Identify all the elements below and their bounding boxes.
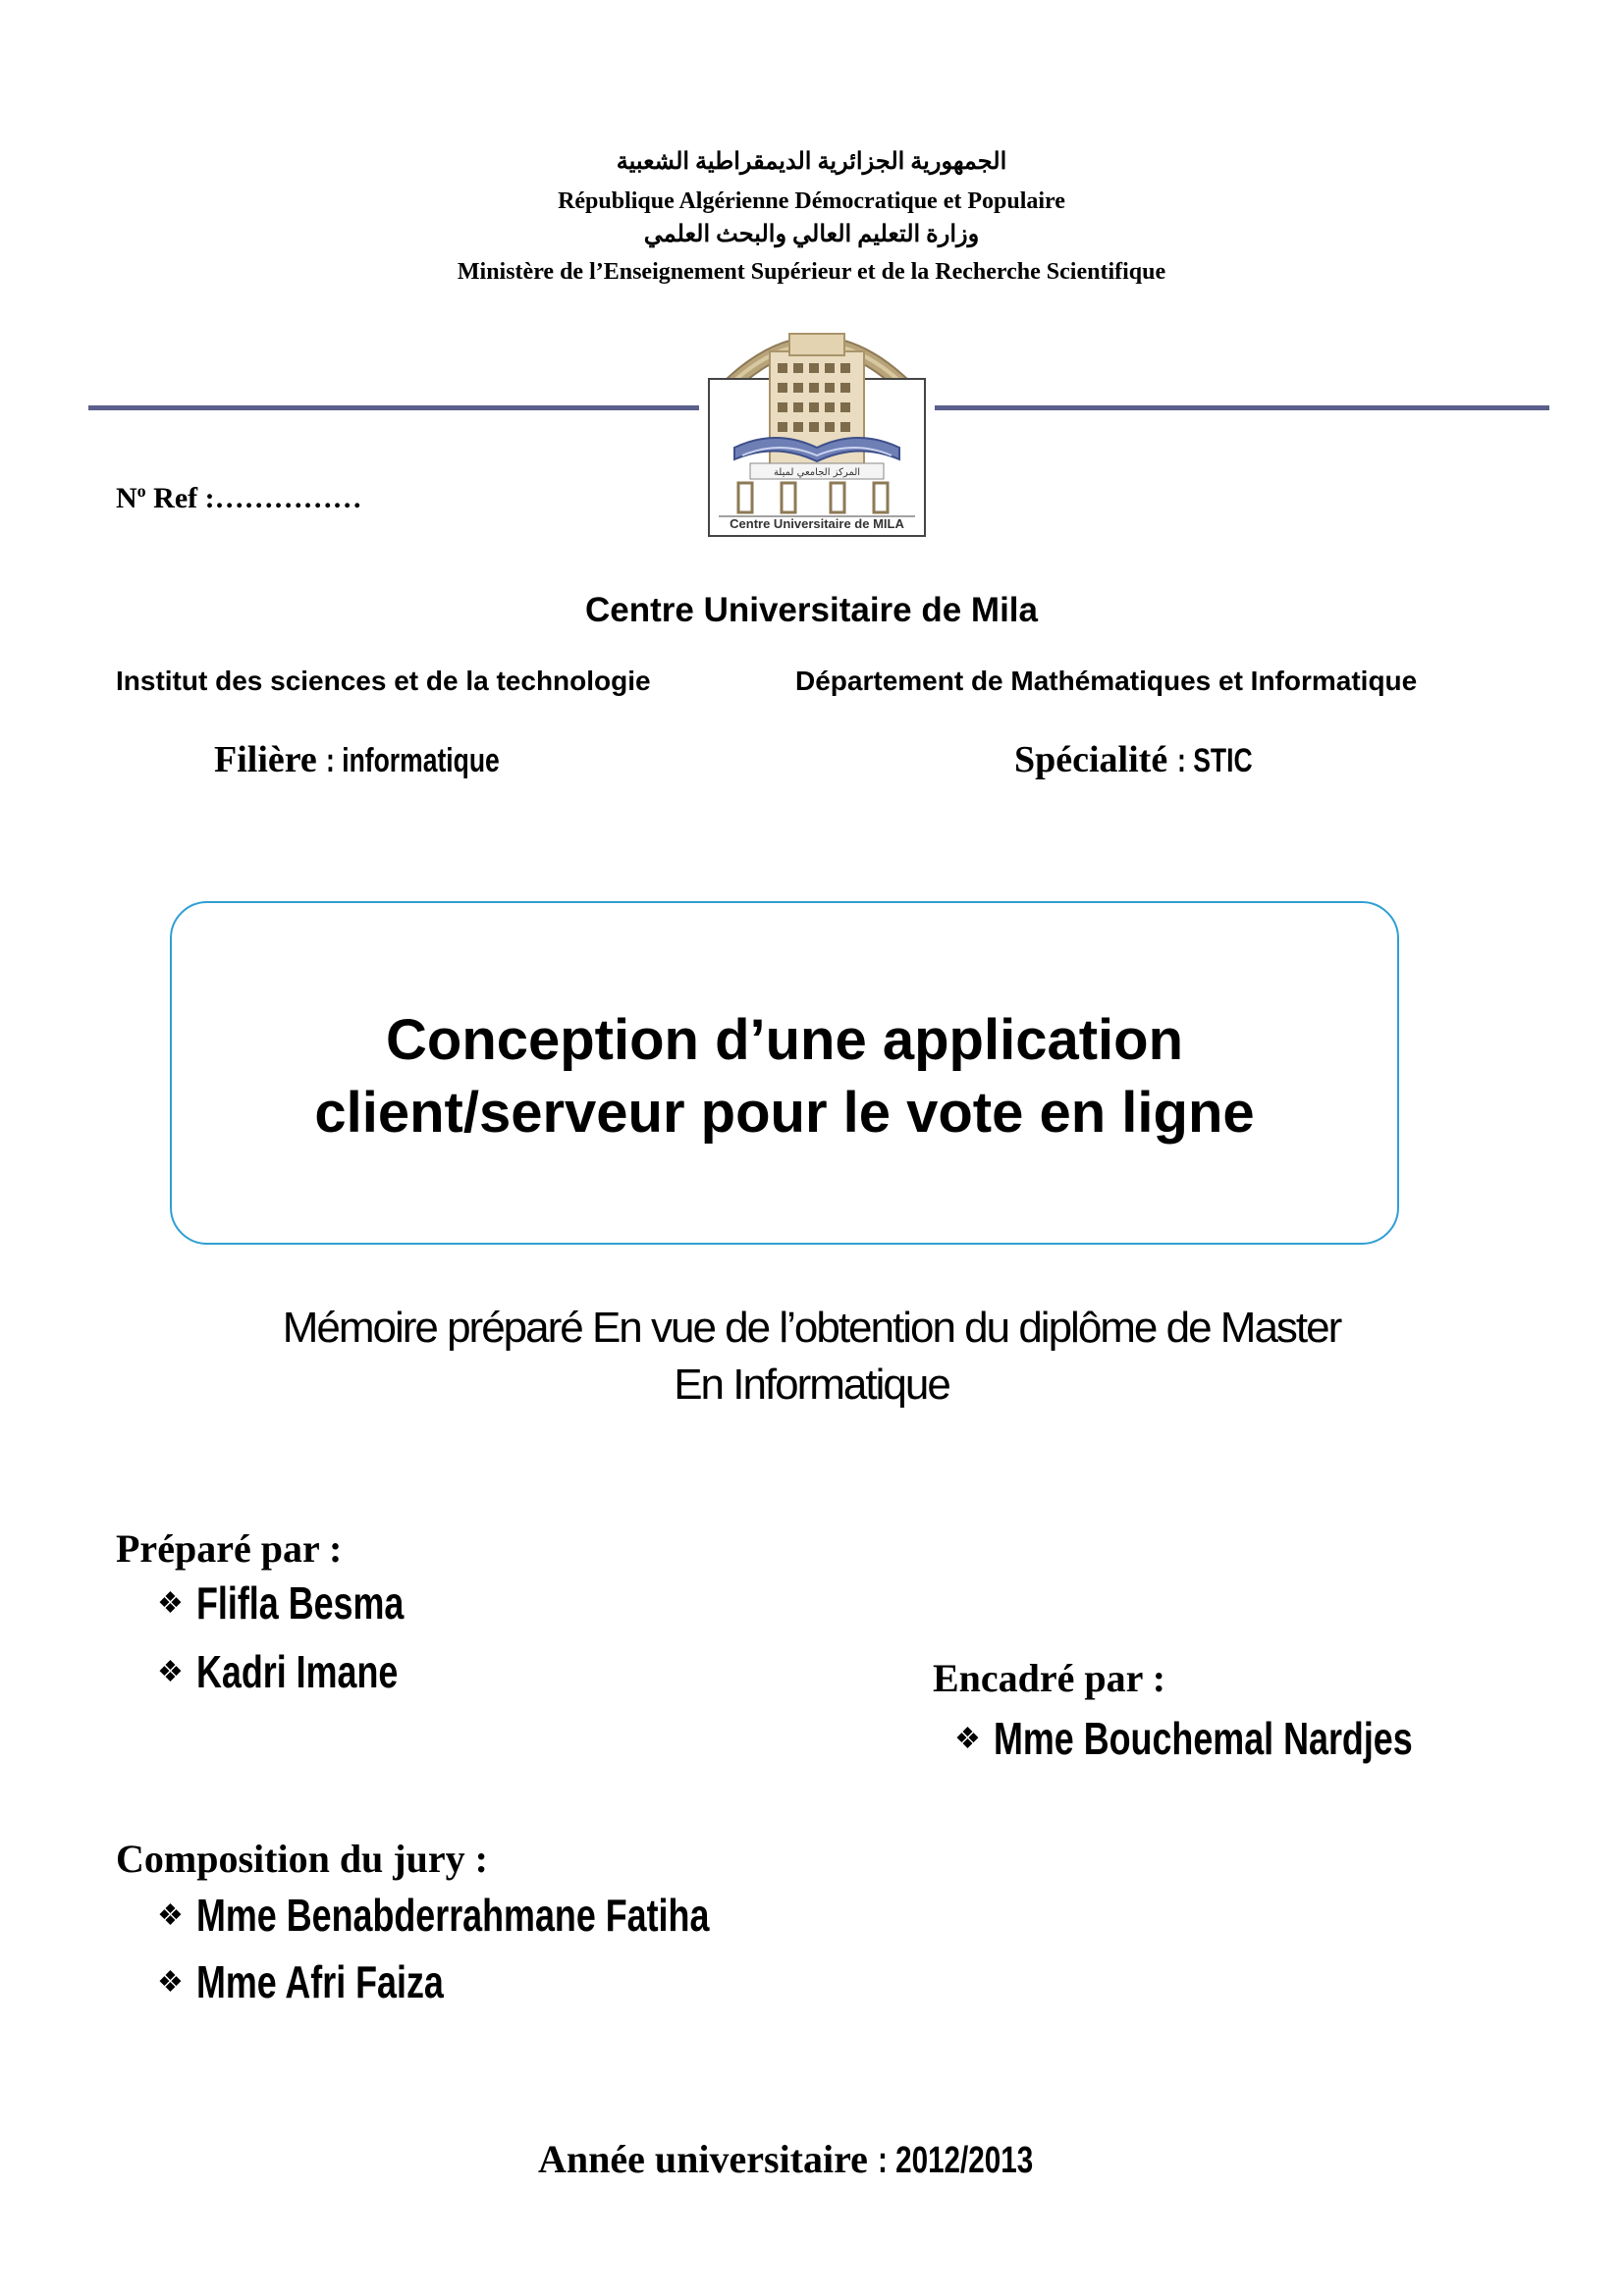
logo-arabic-caption: المركز الجامعي لميلة: [773, 467, 861, 478]
supervisor-name: Mme Bouchemal Nardjes: [994, 1713, 1413, 1764]
republic-line: République Algérienne Démocratique et Populaire: [558, 188, 1065, 214]
specialite-label: Spécialité: [1014, 739, 1177, 780]
academic-year-label: Année universitaire: [538, 2137, 878, 2181]
jury-member-name: Mme Afri Faiza: [196, 1956, 444, 2007]
arabic-ministry: وزارة التعليم العالي والبحث العلمي: [643, 222, 980, 247]
diamond-bullet-icon: ❖: [157, 1898, 184, 1932]
institute-name: Institut des sciences et de la technologie: [116, 666, 651, 696]
ref-label-o: o: [136, 481, 146, 501]
academic-year: [538, 2136, 1077, 2182]
jury-member-name: Mme Benabderrahmane Fatiha: [196, 1890, 710, 1941]
thesis-title-box: [170, 901, 1399, 1245]
prepared-person-1: [157, 1576, 462, 1629]
specialite: [1014, 738, 1273, 781]
ref-label-rest: Ref :……………: [145, 482, 362, 514]
jury-label: Composition du jury :: [116, 1837, 488, 1881]
diamond-bullet-icon: ❖: [954, 1722, 981, 1755]
diamond-bullet-icon: ❖: [157, 1965, 184, 1999]
diamond-bullet-icon: ❖: [157, 1586, 184, 1620]
prepared-person-2: [157, 1645, 455, 1698]
jury-person-1: [157, 1889, 854, 1942]
arabic-republic: الجمهورية الجزائرية الديمقراطية الشعبية: [616, 149, 1007, 175]
jury-person-2: [157, 1955, 514, 2008]
university-logo: [705, 312, 929, 540]
header-rule-right: [935, 405, 1549, 410]
thesis-title-line2: client/serveur pour le vote en ligne: [314, 1081, 1255, 1145]
filiere-value: : informatique: [326, 742, 501, 779]
memoire-line2: En Informatique: [674, 1361, 949, 1409]
supervisor-person-1: [954, 1712, 1531, 1765]
prepared-person-name: Flifla Besma: [196, 1577, 405, 1629]
ministry-line: Ministère de l’Enseignement Supérieur et de la Recherche Scientifique: [457, 259, 1166, 285]
specialite-value: : STIC: [1176, 742, 1253, 779]
institution-name: Centre Universitaire de Mila: [585, 591, 1038, 629]
logo-caption: Centre Universitaire de MILA: [730, 516, 904, 531]
department-name: Département de Mathématiques et Informatique: [795, 666, 1418, 696]
memoire-line1: Mémoire préparé En vue de l’obtention du diplôme de Master: [282, 1304, 1341, 1352]
header-rule-left: [88, 405, 699, 410]
diamond-bullet-icon: ❖: [157, 1655, 184, 1688]
ref-number: [116, 481, 362, 515]
prepared-by-label: Préparé par :: [116, 1526, 343, 1571]
filiere-label: Filière: [214, 739, 327, 780]
thesis-title-line1: Conception d’une application: [386, 1008, 1183, 1072]
supervised-by-label: Encadré par :: [933, 1656, 1166, 1700]
ref-label-n: N: [116, 482, 137, 514]
filiere: [214, 738, 549, 781]
academic-year-value: : 2012/2013: [877, 2140, 1034, 2181]
prepared-person-name: Kadri Imane: [196, 1646, 399, 1697]
